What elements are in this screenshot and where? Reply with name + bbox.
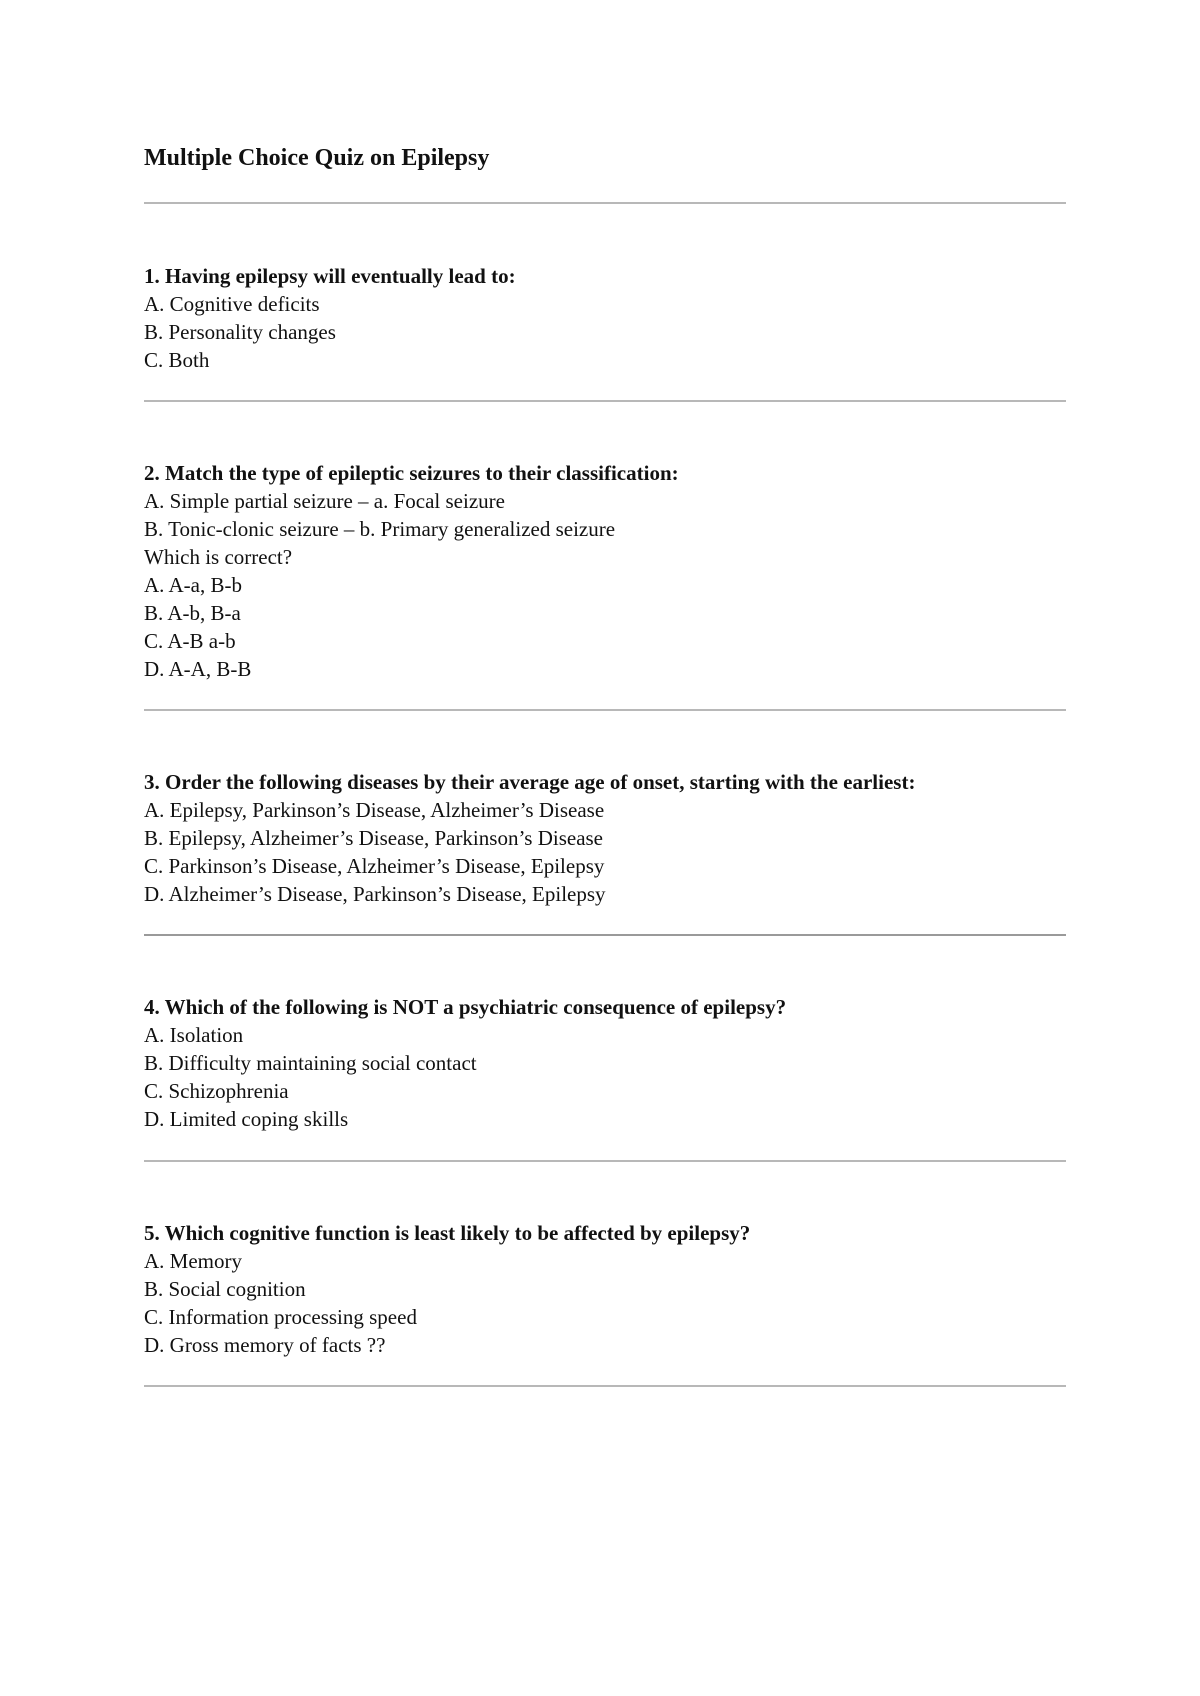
answer-option: A. A-a, B-b bbox=[144, 573, 242, 597]
answer-option: D. Alzheimer’s Disease, Parkinson’s Disease, Epilepsy bbox=[144, 882, 606, 906]
answer-option: B. Difficulty maintaining social contact bbox=[144, 1051, 477, 1075]
question-5 bbox=[144, 1219, 1084, 1359]
answer-option: B. Social cognition bbox=[144, 1277, 306, 1301]
answer-option: C. Information processing speed bbox=[144, 1305, 417, 1329]
answer-option: D. A-A, B-B bbox=[144, 657, 252, 681]
question-3 bbox=[144, 768, 1084, 908]
divider bbox=[144, 400, 1066, 402]
answer-option: A. Epilepsy, Parkinson’s Disease, Alzheimer’s Disease bbox=[144, 798, 605, 822]
question-text: 3. Order the following diseases by their average age of onset, starting with the earliest: bbox=[144, 770, 916, 794]
answer-option: A. Simple partial seizure – a. Focal seizure bbox=[144, 489, 505, 513]
answer-option: D. Gross memory of facts ?? bbox=[144, 1333, 386, 1357]
divider bbox=[144, 934, 1066, 936]
divider bbox=[144, 1160, 1066, 1162]
answer-option: C. A-B a-b bbox=[144, 629, 236, 653]
answer-option: A. Cognitive deficits bbox=[144, 292, 320, 316]
answer-option: C. Parkinson’s Disease, Alzheimer’s Disease, Epilepsy bbox=[144, 854, 605, 878]
question-2 bbox=[144, 459, 1084, 683]
answer-option: B. A-b, B-a bbox=[144, 601, 241, 625]
answer-option: B. Epilepsy, Alzheimer’s Disease, Parkinson’s Disease bbox=[144, 826, 604, 850]
answer-option: B. Personality changes bbox=[144, 320, 336, 344]
answer-option: D. Limited coping skills bbox=[144, 1107, 349, 1131]
question-text: 1. Having epilepsy will eventually lead to: bbox=[144, 264, 516, 288]
question-text: 5. Which cognitive function is least likely to be affected by epilepsy? bbox=[144, 1221, 751, 1245]
question-text: 2. Match the type of epileptic seizures to their classification: bbox=[144, 461, 679, 485]
question-text: 4. Which of the following is NOT a psychiatric consequence of epilepsy? bbox=[144, 995, 787, 1019]
answer-option: C. Schizophrenia bbox=[144, 1079, 289, 1103]
answer-option: A. Isolation bbox=[144, 1023, 244, 1047]
page-title: Multiple Choice Quiz on Epilepsy bbox=[144, 145, 490, 171]
question-1 bbox=[144, 262, 1084, 374]
divider bbox=[144, 1385, 1066, 1387]
answer-option: C. Both bbox=[144, 348, 210, 372]
question-4 bbox=[144, 993, 1084, 1133]
divider bbox=[144, 709, 1066, 711]
divider bbox=[144, 202, 1066, 204]
answer-option: Which is correct? bbox=[144, 545, 293, 569]
answer-option: B. Tonic-clonic seizure – b. Primary generalized seizure bbox=[144, 517, 616, 541]
answer-option: A. Memory bbox=[144, 1249, 242, 1273]
